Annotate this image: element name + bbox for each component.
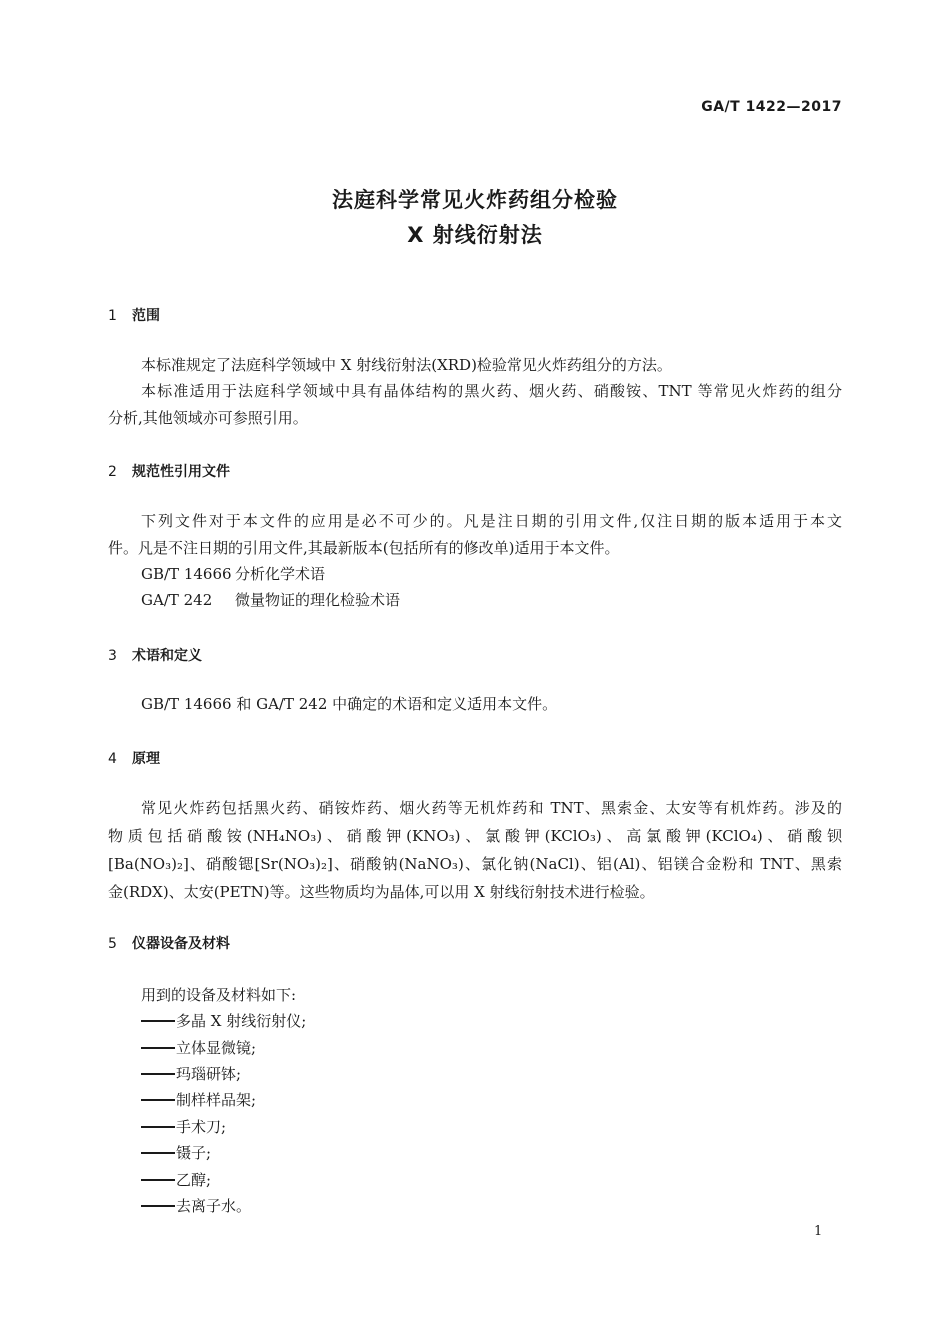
- paragraph-line: 常见火炸药包括黑火药、硝铵炸药、烟火药等无机炸药和 TNT、黑索金、太安等有机炸药。涉及的: [141, 799, 842, 817]
- list-item-text: 镊子;: [176, 1144, 212, 1162]
- section-number: 4: [108, 751, 117, 767]
- list-item-text: 乙醇;: [176, 1171, 212, 1189]
- list-item-text: 手术刀;: [176, 1118, 227, 1136]
- section-number: 3: [108, 648, 117, 664]
- list-item-text: 制样样品架;: [176, 1091, 257, 1109]
- paragraph-line: GB/T 14666 和 GA/T 242 中确定的术语和定义适用本文件。: [141, 695, 558, 713]
- reference-code: GA/T 242: [141, 591, 213, 609]
- section-number: 1: [108, 308, 117, 324]
- dash-bullet: [141, 1205, 175, 1207]
- paragraph-line: [108, 408, 842, 428]
- list-item: [141, 1143, 842, 1163]
- section-title: 范围: [132, 308, 160, 324]
- dash-bullet: [141, 1179, 175, 1181]
- list-item: [141, 1011, 842, 1031]
- paragraph-line-rest: 析,其他领域亦可参照引用。: [123, 409, 308, 427]
- section-heading-scope: [108, 305, 160, 325]
- paragraph-line: 物质包括硝酸铵(NH₄NO₃)、硝酸钾(KNO₃)、氯酸钾(KClO₃)、高氯酸钾(KClO₄)、硝酸钡: [108, 827, 842, 845]
- document-title: 法庭科学常见火炸药组分检验: [332, 188, 618, 212]
- paragraph-line: 本标准规定了法庭科学领域中 X 射线衍射法(XRD)检验常见火炸药组分的方法。: [141, 356, 672, 374]
- dash-bullet: [141, 1047, 175, 1049]
- paragraph-line-start: 分: [108, 409, 124, 427]
- section-heading-normative-references: [108, 461, 230, 481]
- dash-bullet: [141, 1020, 175, 1022]
- section-title: 原理: [132, 751, 160, 767]
- dash-bullet: [141, 1126, 175, 1128]
- paragraph-line: 本标准适用于法庭科学领域中具有晶体结构的黑火药、烟火药、硝酸铵、TNT 等常见火炸药的组分: [141, 382, 842, 400]
- section-number: 5: [108, 936, 117, 952]
- list-item-text: 玛瑙研钵;: [176, 1065, 242, 1083]
- dash-bullet: [141, 1073, 175, 1075]
- paragraph-line: 下列文件对于本文件的应用是必不可少的。凡是注日期的引用文件,仅注日期的版本适用于本文: [141, 512, 842, 530]
- reference-title: 微量物证的理化检验术语: [235, 591, 401, 609]
- list-item-text: 去离子水。: [176, 1197, 252, 1215]
- list-item: [141, 1038, 842, 1058]
- list-item: [141, 1064, 842, 1084]
- list-item: [141, 1170, 842, 1190]
- paragraph-line: 件。凡是不注日期的引用文件,其最新版本(包括所有的修改单)适用于本文件。: [108, 539, 620, 557]
- section-heading-principle: [108, 748, 160, 768]
- list-item-text: 立体显微镜;: [176, 1039, 257, 1057]
- document-subtitle: X 射线衍射法: [407, 223, 543, 247]
- standard-code: GA/T 1422—2017: [701, 99, 842, 115]
- list-item: [141, 1117, 842, 1137]
- dash-bullet: [141, 1099, 175, 1101]
- section-title: 仪器设备及材料: [132, 936, 230, 952]
- list-item-text: 多晶 X 射线衍射仪;: [176, 1012, 307, 1030]
- list-item: [141, 1196, 842, 1216]
- reference-title: 分析化学术语: [235, 565, 326, 583]
- paragraph-line: 金(RDX)、太安(PETN)等。这些物质均为晶体,可以用 X 射线衍射技术进行检验。: [108, 883, 655, 901]
- page-number: 1: [814, 1224, 823, 1239]
- section-heading-apparatus: [108, 933, 230, 953]
- dash-bullet: [141, 1152, 175, 1154]
- list-item: [141, 1090, 842, 1110]
- reference-item: [141, 590, 842, 610]
- section-title: 术语和定义: [132, 648, 202, 664]
- section-number: 2: [108, 464, 117, 480]
- paragraph-line: [Ba(NO₃)₂]、硝酸锶[Sr(NO₃)₂]、硝酸钠(NaNO₃)、氯化钠(NaCl)、铝(Al)、铝镁合金粉和 TNT、黑索: [108, 855, 842, 873]
- section-heading-terms: [108, 645, 202, 665]
- section-title: 规范性引用文件: [132, 464, 230, 480]
- reference-code: GB/T 14666: [141, 565, 232, 583]
- list-intro: 用到的设备及材料如下:: [141, 986, 297, 1004]
- reference-item: [141, 564, 842, 584]
